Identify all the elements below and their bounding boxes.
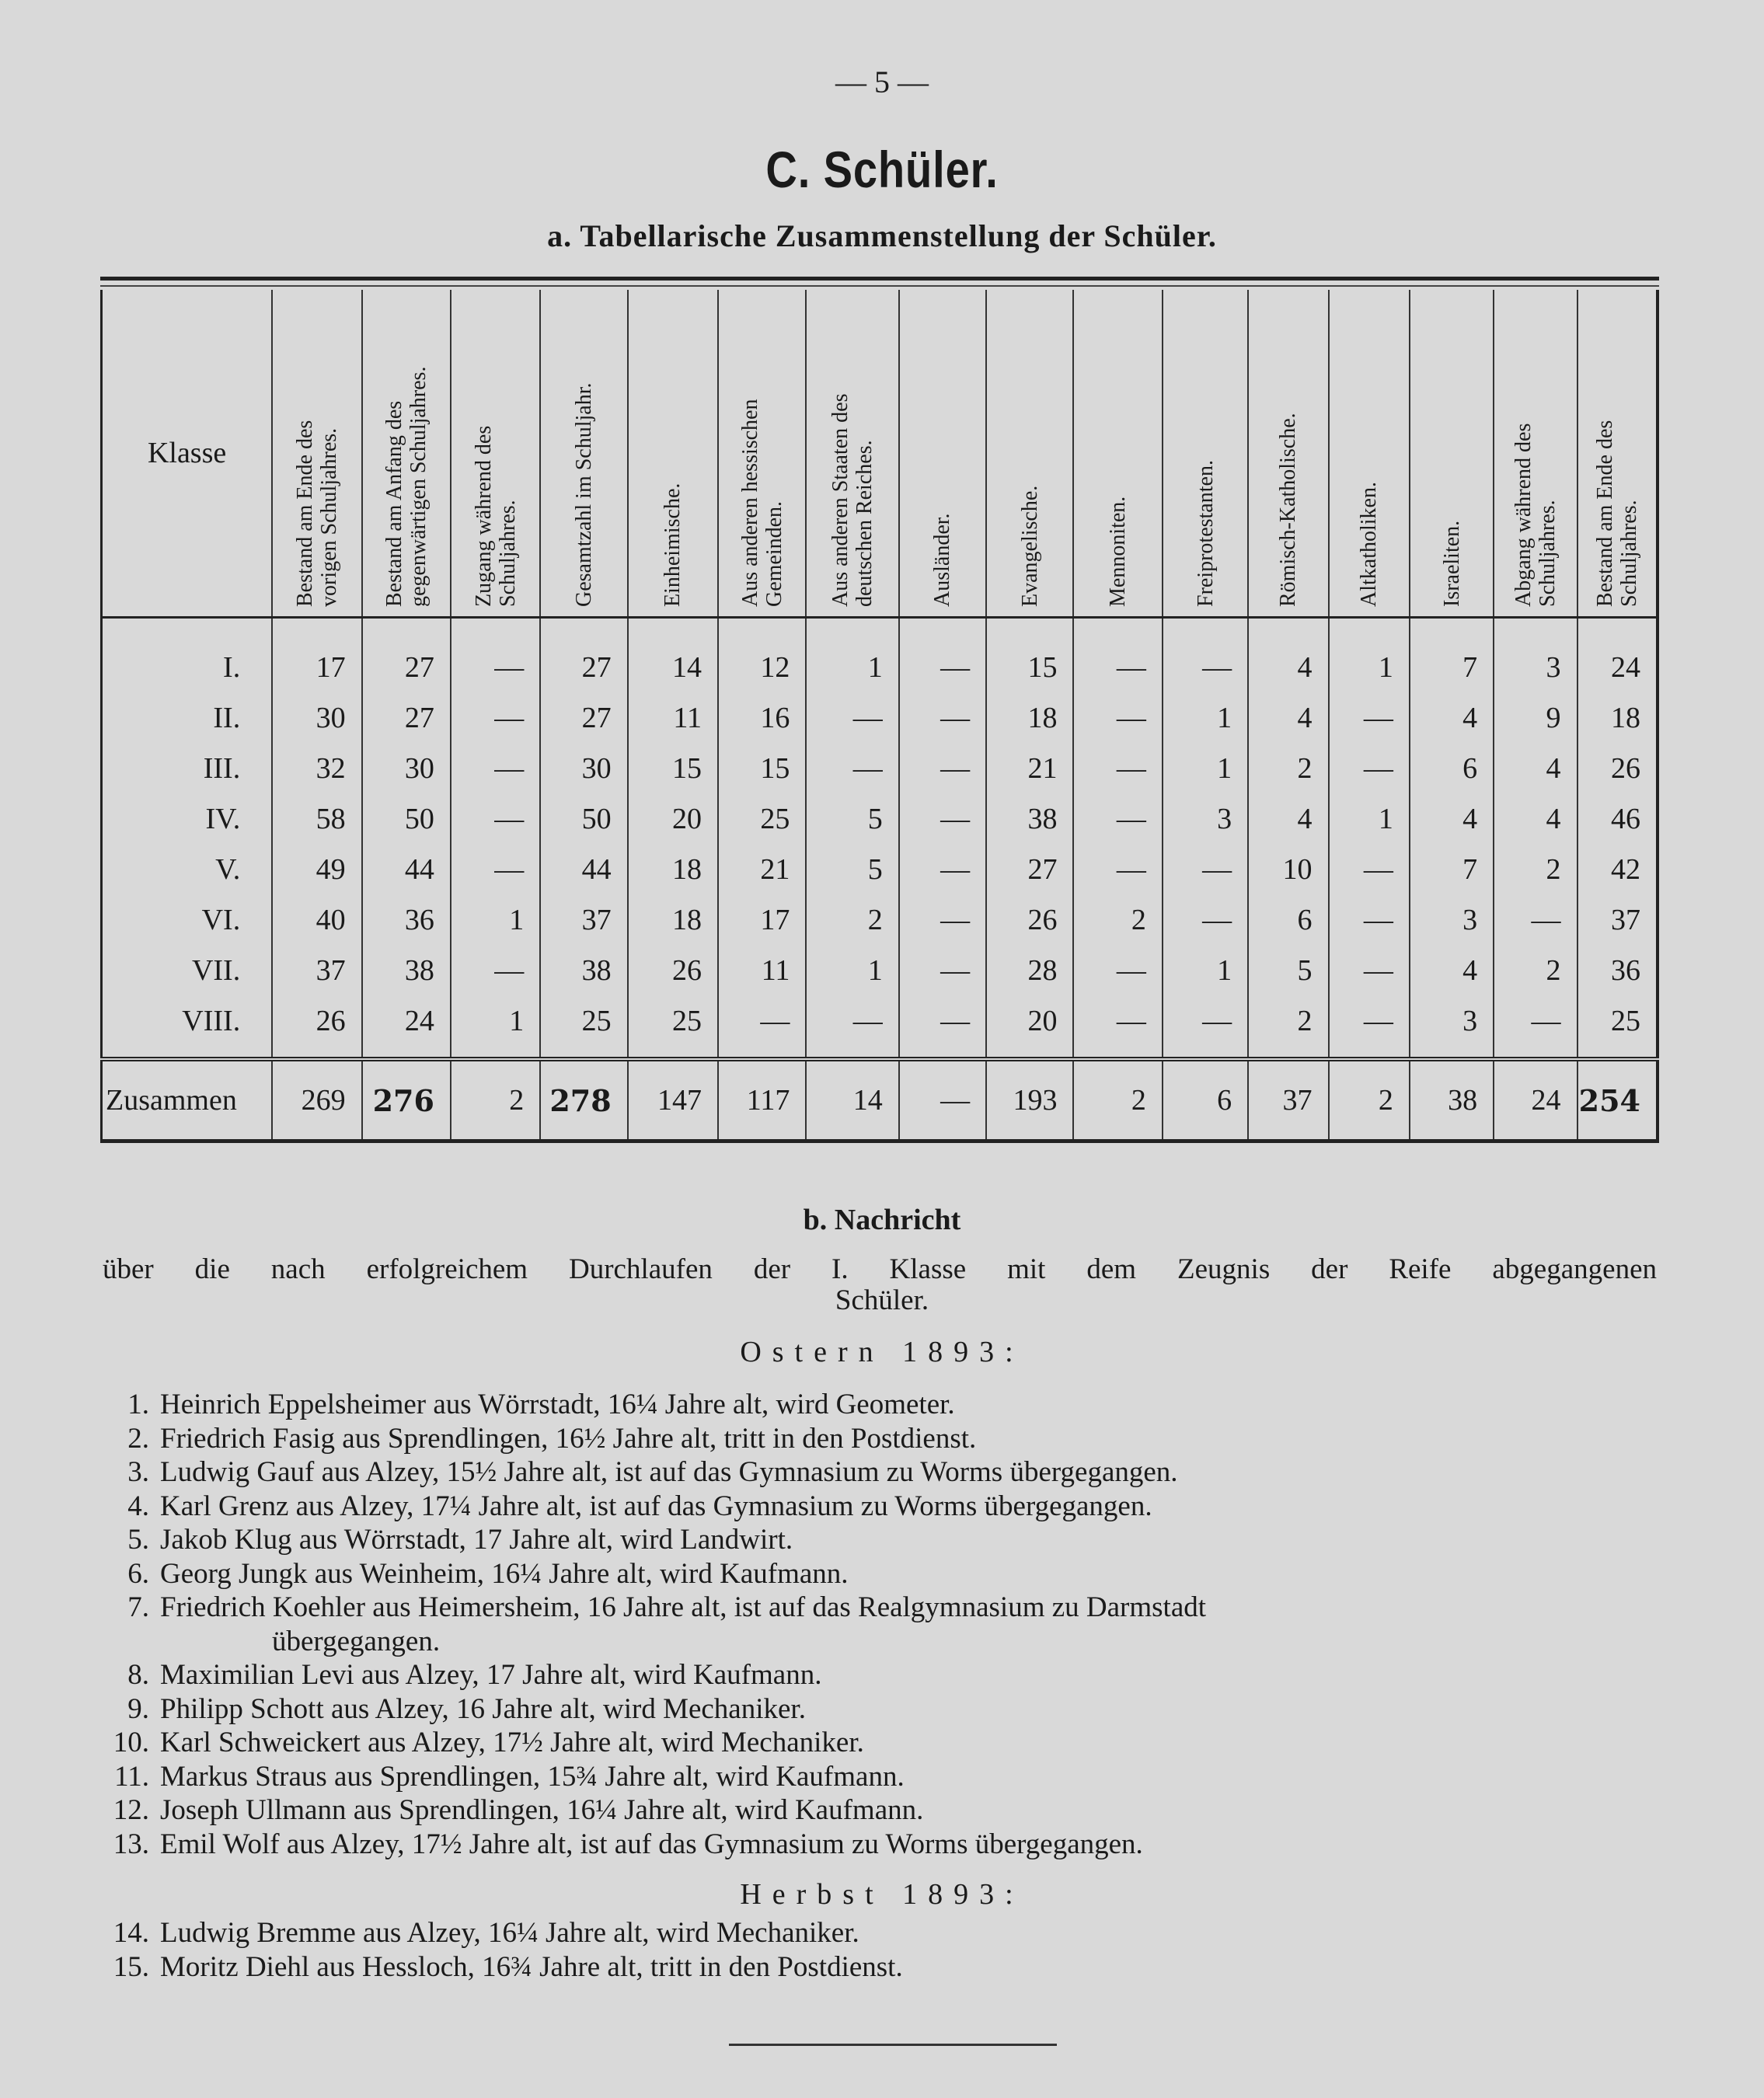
list-item-number: 5. [127, 1524, 149, 1556]
table-cell: — [1073, 995, 1162, 1059]
table-cell: 4 [1248, 692, 1328, 743]
list-item-number: 6. [127, 1557, 149, 1590]
table-cell: — [1073, 793, 1162, 844]
column-header-line: Zugang während des [471, 425, 496, 607]
table-cell: — [1494, 894, 1577, 945]
table-cell: 18 [628, 844, 718, 894]
column-header-label [1440, 296, 1464, 607]
table-cell: — [1329, 743, 1410, 793]
table-cell: — [718, 995, 806, 1059]
column-header-line: Einheimische. [661, 483, 685, 607]
column-header-line: Gesamtzahl im Schuljahr. [571, 382, 596, 607]
table-cell: 25 [540, 995, 627, 1059]
table-cell: — [1163, 995, 1248, 1059]
column-header-line: Abgang während des [1511, 423, 1536, 607]
column-header-line: Römisch-Katholische. [1276, 413, 1301, 607]
list-item-number: 1. [127, 1389, 149, 1420]
column-header-label [1194, 296, 1218, 607]
ostern-graduate-list [101, 1388, 1663, 1861]
table-cell: — [899, 692, 986, 743]
class-label-cell: I. [102, 618, 273, 693]
table-cell: 18 [986, 692, 1073, 743]
column-header [1494, 290, 1577, 618]
list-item-text: Moritz Diehl aus Hessloch, 16¾ Jahre alt, tritt in den Postdienst. [160, 1950, 903, 1983]
table-cell: 15 [986, 618, 1073, 693]
total-cell: 254 [1577, 1059, 1658, 1141]
table-cell: 12 [718, 618, 806, 693]
table-cell: 37 [540, 894, 627, 945]
list-item-text: Friedrich Koehler aus Heimersheim, 16 Jahre alt, ist auf das Realgymnasium zu Darmstadt [160, 1591, 1207, 1623]
column-header [1073, 290, 1162, 618]
column-header-label [293, 296, 341, 607]
table-cell: 3 [1163, 793, 1248, 844]
table-cell: 50 [540, 793, 627, 844]
table-cell: — [806, 692, 898, 743]
table-cell: 27 [986, 844, 1073, 894]
table-cell: 24 [1577, 618, 1658, 693]
total-cell: 117 [718, 1059, 806, 1141]
column-header-line: Ausländer. [930, 513, 955, 607]
column-header-label: Klasse [147, 437, 227, 469]
student-statistics-table-container [100, 277, 1659, 1143]
list-item [101, 1557, 1663, 1591]
table-cell: 40 [272, 894, 361, 945]
table-cell: — [899, 894, 986, 945]
table-cell: — [451, 692, 540, 743]
column-header [806, 290, 898, 618]
list-item [101, 1658, 1663, 1692]
table-cell: 36 [362, 894, 451, 945]
student-statistics-table [100, 290, 1659, 1143]
column-header-label [930, 296, 954, 607]
table-cell: — [451, 945, 540, 995]
table-cell: — [451, 618, 540, 693]
table-cell: 16 [718, 692, 806, 743]
column-header-label [572, 296, 596, 607]
table-cell: 18 [628, 894, 718, 945]
table-cell: 4 [1410, 793, 1494, 844]
table-cell: — [1073, 692, 1162, 743]
table-cell: — [1494, 995, 1577, 1059]
list-item [101, 1591, 1663, 1625]
table-cell: — [899, 945, 986, 995]
table-cell: 32 [272, 743, 361, 793]
list-item-text: Joseph Ullmann aus Sprendlingen, 16¼ Jahre alt, wird Kaufmann. [160, 1794, 924, 1826]
table-cell: 1 [451, 894, 540, 945]
list-item-text: Philipp Schott aus Alzey, 16 Jahre alt, wird Mechaniker. [160, 1692, 806, 1725]
total-cell: — [899, 1059, 986, 1141]
table-cell: 2 [1248, 743, 1328, 793]
table-cell: 26 [986, 894, 1073, 945]
column-header-line: Aus anderen hessischen [737, 399, 762, 607]
list-item [101, 1692, 1663, 1727]
list-item-number: 10. [113, 1727, 149, 1758]
column-header [718, 290, 806, 618]
table-cell: — [451, 844, 540, 894]
column-header [272, 290, 361, 618]
table-cell: — [1073, 618, 1162, 693]
page-number: — 5 — [835, 64, 929, 99]
table-cell: 2 [806, 894, 898, 945]
table-cell: 4 [1248, 793, 1328, 844]
table-cell: 1 [1163, 743, 1248, 793]
table-cell: — [1073, 743, 1162, 793]
table-top-rule [100, 277, 1659, 281]
table-cell: 5 [1248, 945, 1328, 995]
list-item [101, 1828, 1663, 1862]
table-cell: — [1329, 945, 1410, 995]
table-cell: 28 [986, 945, 1073, 995]
total-cell: 278 [540, 1059, 627, 1141]
column-header [1248, 290, 1328, 618]
list-item [101, 1916, 1663, 1950]
column-header-label [472, 296, 520, 607]
table-row [102, 743, 1658, 793]
list-item-text: Maximilian Levi aus Alzey, 17 Jahre alt, wird Kaufmann. [160, 1659, 822, 1691]
list-item-number: 4. [127, 1490, 149, 1522]
table-cell: 25 [718, 793, 806, 844]
table-cell: — [451, 793, 540, 844]
table-cell: 5 [806, 793, 898, 844]
table-cell: 1 [1329, 618, 1410, 693]
table-cell: 36 [1577, 945, 1658, 995]
class-label-cell: V. [102, 844, 273, 894]
column-header-line: Aus anderen Staaten des [828, 393, 853, 607]
table-cell: 6 [1410, 743, 1494, 793]
total-cell: 2 [1329, 1059, 1410, 1141]
table-cell: 27 [540, 692, 627, 743]
list-item [101, 1490, 1663, 1524]
column-header-line: Schuljahres. [1616, 500, 1641, 607]
column-header [451, 290, 540, 618]
table-row [102, 618, 1658, 693]
list-item-number: 14. [113, 1917, 149, 1949]
total-cell: 276 [362, 1059, 451, 1141]
table-header-row [102, 290, 1658, 618]
list-item-number: 13. [113, 1828, 149, 1860]
list-item-number: 15. [113, 1950, 149, 1983]
table-cell: 18 [1577, 692, 1658, 743]
section-b-intro: über die nach erfolgreichem Durchlaufen der I. Klasse mit dem Zeugnis der Reife abgegangenen [103, 1253, 1657, 1285]
list-item [101, 1388, 1663, 1422]
table-cell: 27 [362, 618, 451, 693]
table-cell: — [1163, 618, 1248, 693]
table-cell: — [1163, 894, 1248, 945]
table-cell: 4 [1410, 692, 1494, 743]
column-header-line: Bestand am Anfang des [382, 400, 406, 607]
section-b-heading: b. Nachricht [803, 1204, 961, 1236]
total-cell: 193 [986, 1059, 1073, 1141]
list-item-text: Markus Straus aus Sprendlingen, 15¾ Jahre alt, wird Kaufmann. [160, 1760, 905, 1793]
table-cell: — [1073, 844, 1162, 894]
list-item-text: Ludwig Gauf aus Alzey, 15½ Jahre alt, ist auf das Gymnasium zu Worms übergegangen. [160, 1456, 1178, 1488]
table-cell: 49 [272, 844, 361, 894]
list-item [101, 1455, 1663, 1490]
list-item-text: Karl Schweickert aus Alzey, 17½ Jahre alt, wird Mechaniker. [160, 1727, 864, 1758]
table-row [102, 844, 1658, 894]
table-cell: 38 [986, 793, 1073, 844]
total-cell: 2 [1073, 1059, 1162, 1141]
table-cell: 15 [718, 743, 806, 793]
table-cell: 30 [272, 692, 361, 743]
class-label-cell: VI. [102, 894, 273, 945]
page-title: C. Schüler. [765, 141, 999, 198]
column-header-label [1018, 296, 1042, 607]
table-cell: — [806, 743, 898, 793]
list-item [101, 1523, 1663, 1557]
column-header-label [1106, 296, 1130, 607]
table-cell: 2 [1494, 844, 1577, 894]
table-cell: 44 [540, 844, 627, 894]
column-header [1329, 290, 1410, 618]
list-item-number: 11. [114, 1760, 149, 1793]
column-header-line: Bestand am Ende des [1592, 420, 1617, 607]
table-cell: 30 [362, 743, 451, 793]
total-cell: 2 [451, 1059, 540, 1141]
table-cell: 3 [1494, 618, 1577, 693]
table-cell: 7 [1410, 618, 1494, 693]
list-item-number: 3. [127, 1456, 149, 1488]
class-label-cell: IV. [102, 793, 273, 844]
list-item-number: 7. [127, 1591, 149, 1623]
table-cell: 27 [362, 692, 451, 743]
table-cell: 1 [1163, 692, 1248, 743]
ostern-heading: Ostern 1893: [740, 1336, 1024, 1368]
list-item-number: 12. [113, 1794, 149, 1826]
table-cell: 26 [272, 995, 361, 1059]
table-cell: 26 [628, 945, 718, 995]
column-header-line: Altkatholiken. [1357, 482, 1382, 607]
list-item-number: 9. [127, 1692, 149, 1725]
table-row [102, 793, 1658, 844]
column-header-line: Mennoniten. [1106, 496, 1131, 607]
column-header-line: deutschen Reiches. [852, 440, 877, 607]
table-cell: 25 [628, 995, 718, 1059]
table-cell: 20 [986, 995, 1073, 1059]
table-row [102, 945, 1658, 995]
table-cell: 3 [1410, 995, 1494, 1059]
table-cell: 6 [1248, 894, 1328, 945]
table-cell: — [1163, 844, 1248, 894]
table-cell: 4 [1494, 743, 1577, 793]
table-cell: — [899, 844, 986, 894]
column-header [986, 290, 1073, 618]
list-item [101, 1793, 1663, 1828]
column-header [540, 290, 627, 618]
table-cell: — [899, 995, 986, 1059]
table-cell: 1 [451, 995, 540, 1059]
table-cell: 2 [1248, 995, 1328, 1059]
total-cell: 269 [272, 1059, 361, 1141]
bottom-rule [729, 2044, 1057, 2046]
column-header [102, 290, 273, 618]
table-cell: 1 [1163, 945, 1248, 995]
list-item-text: Jakob Klug aus Wörrstadt, 17 Jahre alt, wird Landwirt. [160, 1524, 793, 1556]
class-label-cell: VII. [102, 945, 273, 995]
column-header [1577, 290, 1658, 618]
table-cell: 3 [1410, 894, 1494, 945]
list-item [101, 1726, 1663, 1760]
table-cell: 21 [718, 844, 806, 894]
table-cell: — [899, 793, 986, 844]
table-cell: 26 [1577, 743, 1658, 793]
table-cell: 1 [806, 618, 898, 693]
table-cell: 11 [628, 692, 718, 743]
table-cell: 58 [272, 793, 361, 844]
total-cell: 147 [628, 1059, 718, 1141]
list-item-text: Georg Jungk aus Weinheim, 16¼ Jahre alt, wird Kaufmann. [160, 1557, 849, 1590]
list-item-continuation: übergegangen. [272, 1625, 441, 1657]
table-top-rule-thin [100, 285, 1659, 287]
total-label-cell: Zusammen [102, 1059, 273, 1141]
table-cell: 27 [540, 618, 627, 693]
table-row [102, 995, 1658, 1059]
table-row [102, 692, 1658, 743]
class-label-cell: III. [102, 743, 273, 793]
table-cell: — [1073, 945, 1162, 995]
table-cell: — [899, 743, 986, 793]
column-header-label [1593, 296, 1641, 607]
table-cell: 1 [806, 945, 898, 995]
column-header-line: vorigen Schuljahres. [316, 427, 341, 607]
table-cell: 38 [362, 945, 451, 995]
column-header-line: Israeliten. [1439, 520, 1464, 607]
herbst-heading: Herbst 1893: [740, 1878, 1024, 1911]
column-header-line: Freiprotestanten. [1193, 460, 1218, 607]
list-item [101, 1950, 1663, 1985]
table-cell: 46 [1577, 793, 1658, 844]
list-item-text: Heinrich Eppelsheimer aus Wörrstadt, 16¼ Jahre alt, wird Geometer. [160, 1389, 955, 1420]
table-body [102, 618, 1658, 1141]
table-cell: 9 [1494, 692, 1577, 743]
table-cell: 15 [628, 743, 718, 793]
table-cell: 44 [362, 844, 451, 894]
list-item-text: Ludwig Bremme aus Alzey, 16¼ Jahre alt, wird Mechaniker. [160, 1917, 859, 1949]
column-header-label [828, 296, 877, 607]
total-cell: 14 [806, 1059, 898, 1141]
column-header-line: gegenwärtigen Schuljahres. [406, 366, 431, 607]
table-cell: — [806, 995, 898, 1059]
total-cell: 24 [1494, 1059, 1577, 1141]
total-cell: 37 [1248, 1059, 1328, 1141]
column-header [1410, 290, 1494, 618]
column-header-label [382, 296, 431, 607]
table-cell: 1 [1329, 793, 1410, 844]
section-b-intro-cont: Schüler. [835, 1284, 929, 1316]
column-header-label [1357, 296, 1381, 607]
list-item-number: 2. [127, 1422, 149, 1455]
total-cell: 38 [1410, 1059, 1494, 1141]
class-label-cell: II. [102, 692, 273, 743]
table-cell: 37 [272, 945, 361, 995]
table-cell: 17 [272, 618, 361, 693]
column-header-line: Schuljahres. [495, 500, 520, 607]
column-header [628, 290, 718, 618]
table-cell: 4 [1248, 618, 1328, 693]
column-header-line: Evangelische. [1017, 485, 1042, 607]
table-row [102, 894, 1658, 945]
table-cell: 7 [1410, 844, 1494, 894]
table-cell: 14 [628, 618, 718, 693]
list-item-text: Friedrich Fasig aus Sprendlingen, 16½ Jahre alt, tritt in den Postdienst. [160, 1422, 977, 1455]
table-cell: 37 [1577, 894, 1658, 945]
column-header-label [1276, 296, 1300, 607]
table-cell: 30 [540, 743, 627, 793]
column-header-label [738, 296, 786, 607]
table-cell: 2 [1494, 945, 1577, 995]
list-item-text: Emil Wolf aus Alzey, 17½ Jahre alt, ist auf das Gymnasium zu Worms übergegangen. [160, 1828, 1143, 1860]
column-header-label [661, 296, 685, 607]
table-subtitle: a. Tabellarische Zusammenstellung der Schüler. [547, 218, 1217, 253]
table-cell: — [899, 618, 986, 693]
column-header-line: Gemeinden. [762, 500, 786, 607]
table-cell: 11 [718, 945, 806, 995]
table-cell: 21 [986, 743, 1073, 793]
table-cell: 24 [362, 995, 451, 1059]
table-cell: 10 [1248, 844, 1328, 894]
column-header [362, 290, 451, 618]
list-item [101, 1760, 1663, 1794]
table-cell: 50 [362, 793, 451, 844]
column-header-line: Bestand am Ende des [292, 420, 317, 607]
total-cell: 6 [1163, 1059, 1248, 1141]
table-cell: — [1329, 844, 1410, 894]
list-item [101, 1422, 1663, 1456]
table-cell: 42 [1577, 844, 1658, 894]
table-cell: 5 [806, 844, 898, 894]
list-item-number: 8. [127, 1659, 149, 1691]
herbst-graduate-list [101, 1916, 1663, 1984]
table-cell: 4 [1494, 793, 1577, 844]
column-header-label [1511, 296, 1560, 607]
class-label-cell: VIII. [102, 995, 273, 1059]
table-cell: — [1329, 692, 1410, 743]
total-row [102, 1059, 1658, 1141]
column-header [1163, 290, 1248, 618]
table-cell: — [1329, 894, 1410, 945]
column-header [899, 290, 986, 618]
table-cell: 38 [540, 945, 627, 995]
table-cell: 25 [1577, 995, 1658, 1059]
table-cell: 17 [718, 894, 806, 945]
table-cell: 4 [1410, 945, 1494, 995]
table-cell: 2 [1073, 894, 1162, 945]
list-item-text: Karl Grenz aus Alzey, 17¼ Jahre alt, ist auf das Gymnasium zu Worms übergegangen. [160, 1490, 1152, 1522]
column-header-line: Schuljahres. [1535, 500, 1560, 607]
table-cell: 20 [628, 793, 718, 844]
table-cell: — [451, 743, 540, 793]
table-cell: — [1329, 995, 1410, 1059]
